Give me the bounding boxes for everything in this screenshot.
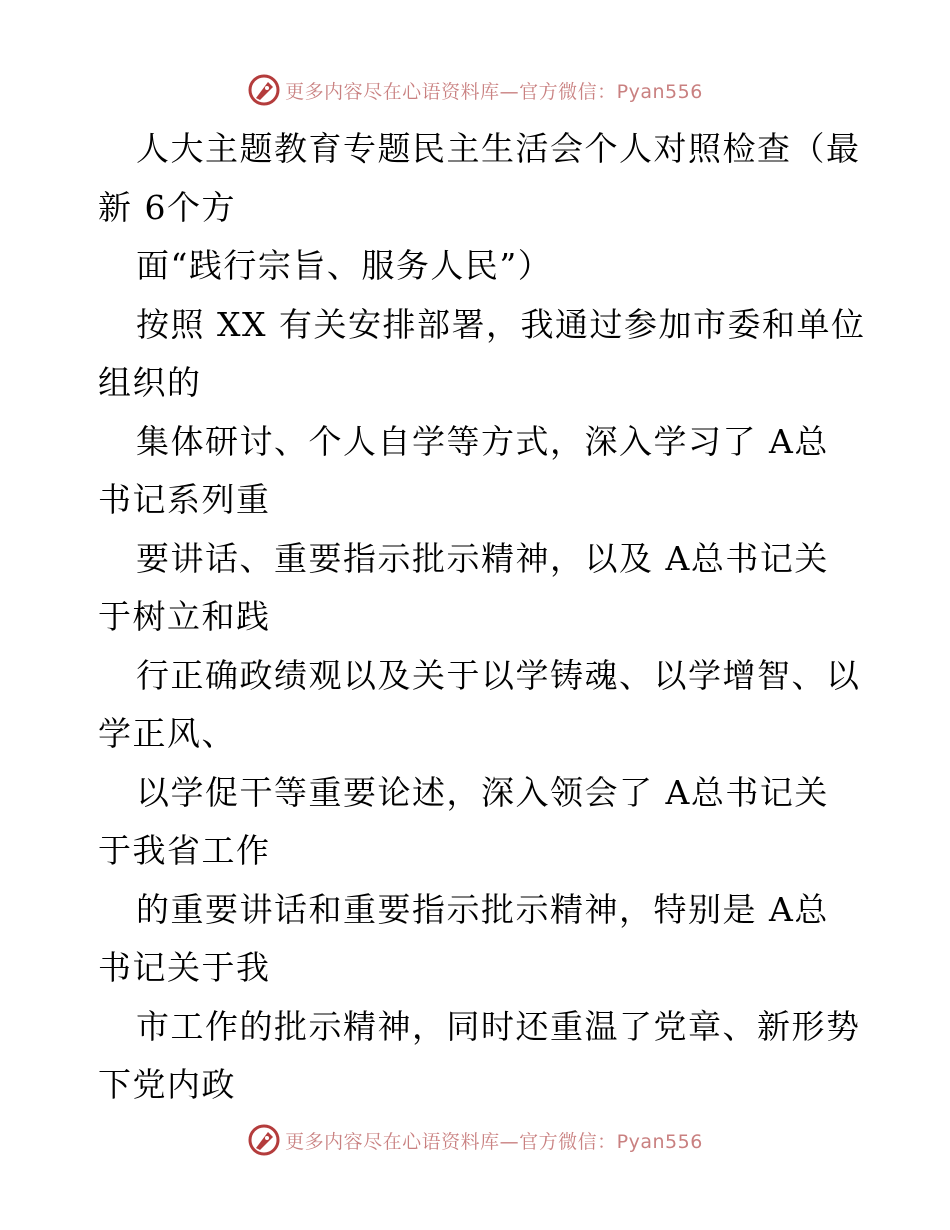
document-line: 集体研讨、个人自学等方式，深入学习了 A总: [136, 421, 829, 461]
document-line: 书记关于我: [98, 948, 271, 987]
pen-nib-logo-icon: [247, 73, 281, 107]
header-banner-text: 更多内容尽在心语资料库—官方微信：Pyan556: [285, 80, 703, 103]
header-banner: [0, 70, 950, 110]
document-line: 行正确政绩观以及关于以学铸魂、以学增智、以: [136, 655, 861, 695]
document-line: 于我省工作: [98, 831, 271, 870]
document-line: 下党内政: [98, 1065, 236, 1104]
document-line: 面“践行宗旨、服务人民”）: [136, 246, 553, 285]
document-line: 组织的: [98, 363, 202, 402]
footer-banner-text: 更多内容尽在心语资料库—官方微信：Pyan556: [285, 1130, 703, 1153]
document-line: 学正风、: [98, 714, 236, 753]
document-body: [98, 120, 866, 1115]
footer-banner: [0, 1120, 950, 1160]
document-line: 于树立和践: [98, 597, 271, 636]
document-line: 要讲话、重要指示批示精神，以及 A总书记关: [136, 538, 829, 578]
pen-nib-logo-icon: [247, 1123, 281, 1157]
document-line: 人大主题教育专题民主生活会个人对照检查（最: [136, 129, 861, 168]
document-line: 书记系列重: [98, 480, 271, 519]
document-line: 新 6个方: [98, 187, 236, 227]
document-line: 以学促干等重要论述，深入领会了 A总书记关: [136, 772, 829, 812]
document-line: 市工作的批示精神，同时还重温了党章、新形势: [136, 1006, 861, 1046]
document-line: 按照 XX 有关安排部署，我通过参加市委和单位: [136, 304, 866, 344]
document-line: 的重要讲话和重要指示批示精神，特别是 A总: [136, 889, 829, 929]
